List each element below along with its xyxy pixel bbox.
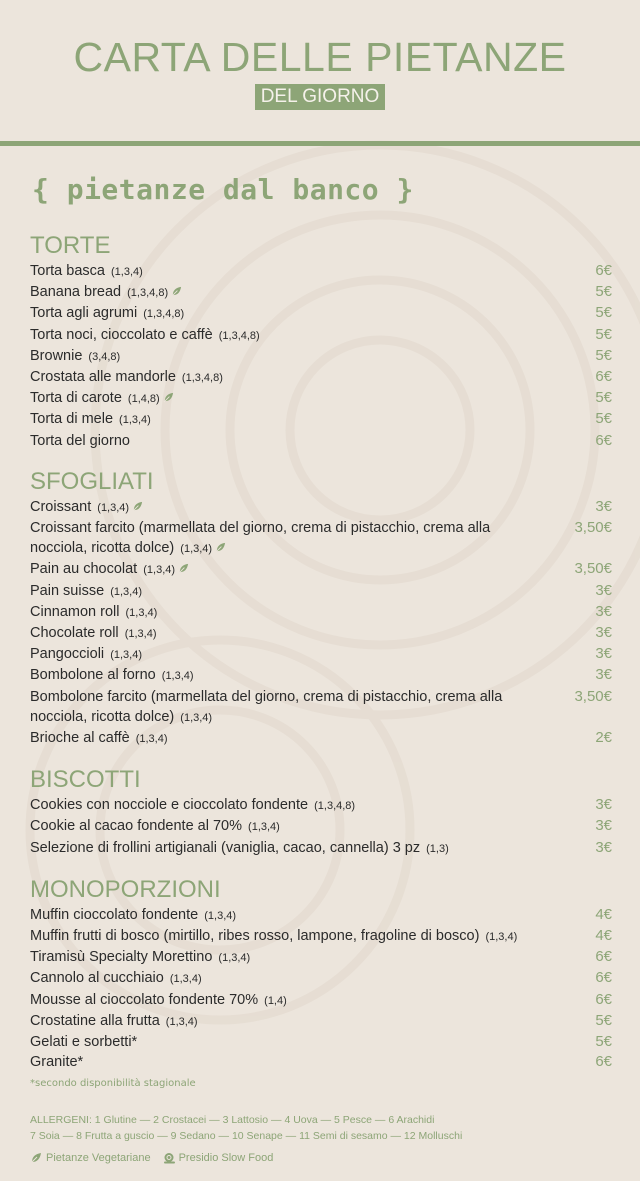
menu-item-allergens: (1,3,4)	[143, 564, 176, 577]
menu-item-name: Cannolo al cucchiaio	[30, 970, 164, 987]
menu-item-text	[30, 968, 202, 989]
menu-item-name: Banana bread	[30, 284, 122, 301]
menu-item-price: 5€	[595, 346, 612, 364]
menu-item-price: 3€	[595, 645, 612, 663]
menu-item	[30, 905, 612, 926]
menu-item	[30, 1052, 612, 1072]
menu-item-text	[30, 388, 174, 409]
menu-item	[30, 388, 612, 409]
menu-item	[30, 346, 612, 367]
menu-item-text	[30, 838, 449, 859]
section-title: { pietanze dal banco }	[32, 173, 414, 206]
menu-item-price: 5€	[595, 1011, 612, 1029]
category-title: TORTE	[30, 232, 111, 259]
menu-category	[30, 766, 612, 859]
menu-item-name: Torta di mele	[30, 411, 114, 428]
menu-item-text	[30, 261, 143, 282]
menu-item-name: Mousse al cioccolato fondente 70%	[30, 991, 259, 1008]
menu-item-text	[30, 1052, 83, 1072]
menu-item	[30, 431, 612, 451]
menu-item-price: 6€	[595, 990, 612, 1008]
menu-item-text	[30, 728, 168, 749]
menu-header	[0, 0, 640, 108]
menu-item	[30, 518, 612, 559]
menu-category	[30, 232, 612, 451]
menu-item-text	[30, 282, 182, 303]
allergens-legend-line-2: 7 Soia — 8 Frutta a guscio — 9 Sedano — 10 Senape — 11 Semi di sesamo — 12 Molluschi	[30, 1130, 463, 1142]
menu-item-allergens: (1,3,4)	[218, 952, 251, 965]
menu-item-text	[30, 559, 189, 580]
menu-item-allergens: (3,4,8)	[88, 350, 121, 363]
allergens-legend-line-1: ALLERGENI: 1 Glutine — 2 Crostacei — 3 Lattosio — 4 Uova — 5 Pesce — 6 Arachidi	[30, 1114, 435, 1126]
menu-item	[30, 581, 612, 602]
menu-item-price: 3€	[595, 624, 612, 642]
leaf-icon	[132, 501, 143, 512]
menu-item-price: 4€	[595, 905, 612, 923]
menu-item-allergens: (1,3,4,8)	[314, 800, 356, 813]
category-title: MONOPORZIONI	[30, 875, 221, 903]
menu-item	[30, 623, 612, 644]
menu-item-allergens: (1,3,4,8)	[143, 308, 185, 321]
menu-item	[30, 497, 612, 518]
availability-note: *secondo disponibilità stagionale	[30, 1077, 196, 1089]
menu-item	[30, 559, 612, 580]
menu-item-name: Chocolate roll	[30, 625, 119, 642]
menu-item-price: 3€	[595, 602, 612, 620]
menu-item	[30, 367, 612, 388]
menu-item-price: 5€	[595, 325, 612, 343]
menu-item-allergens: (1,3,4)	[180, 543, 213, 556]
legend-vegetarian	[30, 1152, 151, 1164]
menu-item-price: 5€	[595, 283, 612, 301]
menu-item-allergens: (1,3,4)	[111, 266, 143, 278]
menu-item-allergens: (1,3,4)	[119, 414, 151, 427]
menu-category	[30, 876, 612, 1093]
menu-item-allergens: (1,3,4)	[165, 1015, 198, 1028]
menu-item-text	[30, 581, 142, 602]
menu-item-allergens: (1,4,8)	[127, 393, 160, 406]
menu-item-price: 6€	[595, 948, 612, 966]
menu-item-price: 3€	[595, 817, 612, 835]
menu-item-allergens: (1,3,4)	[248, 821, 280, 834]
menu-item-price: 3€	[595, 581, 612, 599]
category-title: SFOGLIATI	[30, 467, 154, 495]
menu-item-text	[30, 926, 517, 947]
menu-item-text	[30, 623, 157, 644]
menu-item	[30, 990, 612, 1011]
menu-item-text	[30, 367, 223, 388]
menu-item-text	[30, 409, 151, 430]
menu-item-allergens: (1,3,4)	[135, 733, 168, 746]
menu-item	[30, 665, 612, 686]
menu-item-name: Cookies con nocciole e cioccolato fondente	[30, 797, 309, 814]
menu-item-name: Cinnamon roll	[30, 603, 120, 620]
menu-item-price: 3,50€	[574, 560, 612, 578]
menu-item-text	[30, 795, 355, 816]
menu-item	[30, 409, 612, 430]
menu-item-name: Tiramisù Specialty Morettino	[30, 949, 213, 966]
menu-item	[30, 926, 612, 947]
menu-item-text	[30, 602, 157, 623]
menu-item-name: Muffin frutti di bosco (mirtillo, ribes rosso, lampone, fragoline di bosco)	[30, 928, 480, 945]
menu-item-allergens: (1,3,4,8)	[181, 372, 223, 385]
menu-item-price: 5€	[595, 389, 612, 407]
menu-item-name: Croissant	[30, 498, 92, 515]
menu-item-allergens: (1,3)	[426, 842, 449, 855]
menu-item	[30, 947, 612, 968]
menu-item-name: Gelati e sorbetti*	[30, 1034, 138, 1051]
menu-item	[30, 303, 612, 324]
menu-item-allergens: (1,3,4)	[161, 670, 194, 683]
menu-item-text	[30, 1011, 198, 1032]
menu-item-price: 6€	[595, 262, 612, 279]
menu-footer	[30, 1112, 620, 1164]
leaf-icon	[215, 542, 226, 553]
menu-item-allergens: (1,3,4)	[204, 909, 237, 922]
menu-item-name: Bombolone farcito (marmellata del giorno, crema di pistacchio, crema alla nocciola, ricotta dolce)	[30, 688, 503, 725]
menu-item-name: Pain suisse	[30, 582, 105, 599]
menu-item	[30, 325, 612, 346]
menu-item	[30, 261, 612, 282]
menu-item-name: Torta del giorno	[30, 432, 130, 449]
menu-item-text	[30, 1032, 137, 1052]
menu-item-allergens: (1,3,4,8)	[127, 287, 169, 300]
menu-item-price: 2€	[595, 729, 612, 747]
menu-item-name: Pangoccioli	[30, 646, 105, 663]
menu-item-name: Torta noci, cioccolato e caffè	[30, 326, 213, 343]
menu-item	[30, 1011, 612, 1032]
menu-item	[30, 602, 612, 623]
menu-item-allergens: (1,3,4)	[110, 585, 142, 598]
leaf-icon	[178, 563, 189, 574]
menu-item-price: 3€	[595, 666, 612, 684]
menu-item	[30, 728, 612, 749]
menu-item-allergens: (1,3,4)	[110, 649, 142, 662]
menu-item-price: 3,50€	[574, 519, 612, 537]
menu-item-text	[30, 905, 236, 926]
menu-category	[30, 468, 612, 749]
menu-item-text	[30, 947, 250, 968]
menu-item-allergens: (1,3,4)	[485, 931, 518, 944]
leaf-icon	[30, 1152, 42, 1164]
menu-item-price: 3€	[595, 838, 612, 856]
menu-item-price: 5€	[595, 1033, 612, 1051]
leaf-icon	[171, 286, 182, 297]
leaf-icon	[163, 392, 174, 403]
menu-item-name: Brownie	[30, 347, 83, 364]
header-divider	[0, 141, 640, 146]
menu-item	[30, 282, 612, 303]
menu-item-name: Croissant farcito (marmellata del giorno, crema di pistacchio, crema alla nocciola, ricotta dolce)	[30, 520, 491, 557]
menu-item-price: 3€	[595, 497, 612, 515]
menu-item	[30, 687, 612, 728]
menu-item	[30, 968, 612, 989]
menu-item-text	[30, 644, 142, 665]
menu-item-name: Crostata alle mandorle	[30, 369, 176, 386]
menu-item-text	[30, 431, 130, 451]
menu-item-text	[30, 816, 280, 837]
menu-item	[30, 644, 612, 665]
legend-vegetarian-label: Pietanze Vegetariane	[46, 1152, 151, 1164]
menu-item	[30, 795, 612, 816]
menu-item-allergens: (1,3,4)	[169, 973, 202, 986]
symbol-legend	[30, 1152, 620, 1164]
menu-item	[30, 1032, 612, 1052]
menu-item-name: Bombolone al forno	[30, 667, 156, 684]
menu-item-name: Torta agli agrumi	[30, 305, 138, 322]
category-title: BISCOTTI	[30, 766, 141, 794]
categories-list	[30, 232, 612, 1093]
menu-item-name: Torta di carote	[30, 390, 122, 407]
menu-item-name: Brioche al caffè	[30, 730, 130, 747]
menu-item-name: Torta basca	[30, 263, 105, 279]
menu-item-name: Pain au chocolat	[30, 561, 138, 578]
menu-item	[30, 816, 612, 837]
menu-item-text	[30, 687, 540, 728]
menu-item-price: 4€	[595, 927, 612, 945]
menu-item-price: 6€	[595, 1053, 612, 1071]
menu-item	[30, 838, 612, 859]
menu-item-price: 3€	[595, 796, 612, 814]
menu-item-text	[30, 990, 287, 1011]
menu-item-text	[30, 346, 120, 367]
menu-item-name: Crostatine alla frutta	[30, 1012, 160, 1029]
menu-item-price: 6€	[595, 431, 612, 449]
menu-item-text	[30, 325, 260, 346]
menu-item-price: 3,50€	[574, 687, 612, 705]
menu-item-allergens: (1,3,4)	[180, 711, 213, 724]
menu-item-allergens: (1,3,4,8)	[218, 329, 260, 342]
menu-item-name: Granite*	[30, 1054, 84, 1071]
menu-content	[30, 170, 612, 1110]
menu-item-text	[30, 303, 184, 324]
menu-item-text	[30, 518, 540, 559]
menu-item-allergens: (1,3,4)	[125, 606, 158, 619]
menu-item-allergens: (1,3,4)	[97, 501, 130, 514]
snail-icon	[163, 1152, 175, 1164]
menu-item-price: 5€	[595, 410, 612, 428]
menu-item-name: Selezione di frollini artigianali (vaniglia, cacao, cannella) 3 pz	[30, 839, 421, 856]
menu-item-text	[30, 497, 143, 518]
menu-item-price: 5€	[595, 304, 612, 322]
menu-item-name: Muffin cioccolato fondente	[30, 906, 199, 923]
legend-slowfood-label: Presidio Slow Food	[178, 1152, 274, 1164]
legend-slowfood	[163, 1152, 274, 1164]
menu-item-allergens: (1,4)	[264, 994, 287, 1007]
menu-item-price: 6€	[595, 969, 612, 987]
menu-item-text	[30, 665, 194, 686]
menu-item-price: 6€	[595, 368, 612, 386]
menu-item-allergens: (1,3,4)	[124, 628, 157, 641]
page-title: CARTA DELLE PIETANZE	[73, 34, 567, 80]
page-subtitle: DEL GIORNO	[255, 84, 386, 110]
menu-item-name: Cookie al cacao fondente al 70%	[30, 818, 243, 835]
